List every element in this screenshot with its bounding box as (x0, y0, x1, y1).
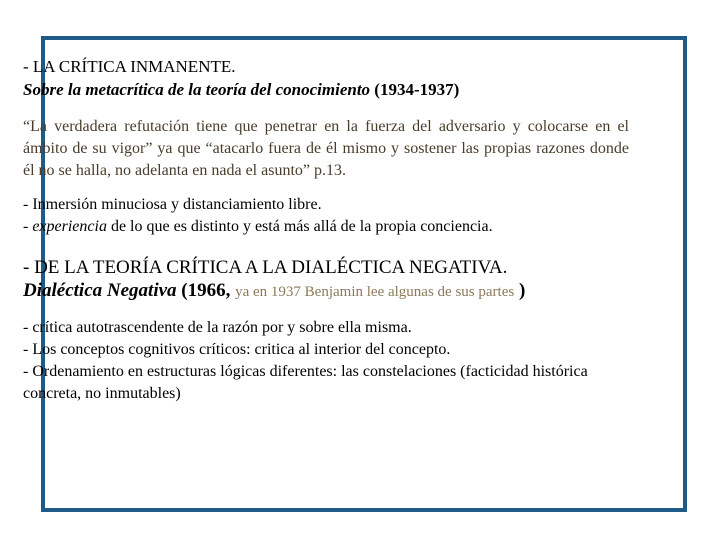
section1-title (23, 55, 629, 78)
section1-subtitle-years: (1934-1937) (370, 80, 460, 99)
section1-point-2-prefix: - (23, 218, 33, 235)
section2-point-1: - crítica autotrascendente de la razón por y sobre ella misma. (23, 319, 412, 336)
section1-point-2-rest: de lo que es distinto y está más allá de la propia conciencia. (106, 218, 493, 235)
section1-title-text: - LA CRÍTICA INMANENTE. (23, 57, 236, 76)
section2-point-2: - Los conceptos cognitivos críticos: critica al interior del concepto. (23, 341, 451, 358)
section1-point-2 (23, 216, 629, 238)
section1-subtitle (23, 78, 629, 101)
section2-point-3: - Ordenamiento en estructuras lógicas diferentes: las constelaciones (facticidad histórica concreta, no inmutables) (23, 363, 588, 402)
section2-subtitle-year: (1966, (176, 280, 236, 301)
section2-title-text: - DE LA TEORÍA CRÍTICA A LA DIALÉCTICA NEGATIVA. (23, 257, 508, 278)
section2-subtitle-note: ya en 1937 Benjamin lee algunas de sus partes (235, 284, 515, 300)
section2-subtitle-close: ) (514, 280, 526, 301)
section1-point-1: - Inmersión minuciosa y distanciamiento libre. (23, 196, 322, 213)
section2-subtitle-italic: Dialéctica Negativa (23, 280, 177, 301)
section2-subtitle (23, 279, 629, 304)
section2-title (23, 256, 629, 279)
slide-content (23, 55, 629, 405)
section1-point-2-italic: experiencia (32, 218, 107, 235)
section1-quote: “La verdadera refutación tiene que penetrar en la fuerza del adversario y colocarse en el ámbito de su vigor” ya que “atacarlo fuera de él mismo y sostener las propias razones donde él no se halla, no adelanta en nada el asunto” p.13. (23, 118, 629, 179)
section1-subtitle-italic: Sobre la metacrítica de la teoría del conocimiento (23, 80, 371, 99)
